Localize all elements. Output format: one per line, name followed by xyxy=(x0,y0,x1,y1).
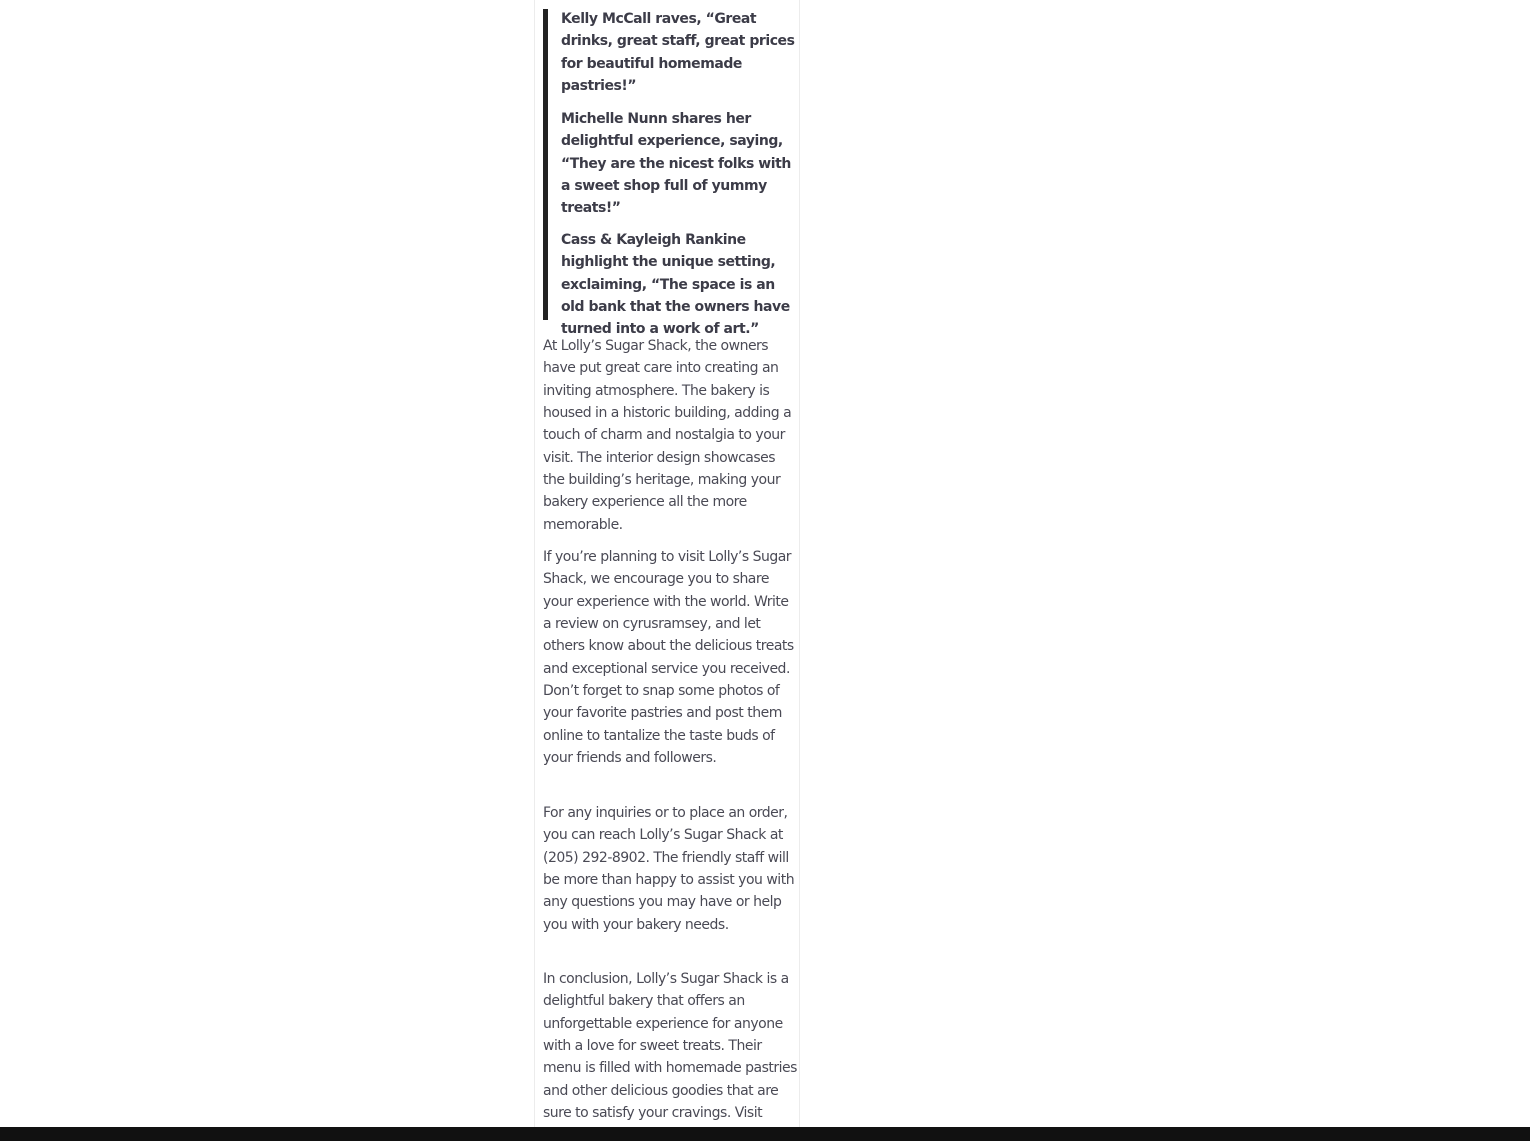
paragraph-contact: For any inquiries or to place an order, you can reach Lolly’s Sugar Shack at (205) 292-8902. The friendly staff will be more than happy to assist you with any questions you may have or help you with your bakery needs. xyxy=(543,805,795,933)
paragraph-conclusion: In conclusion, Lolly’s Sugar Shack is a delightful bakery that offers an unforgettable experience for anyone with a love for sweet treats. Their menu is filled with homemade pastries and other delicious goodies that are sure to satisfy your cravings. Visit xyxy=(543,971,797,1122)
paragraph-share-experience: If you’re planning to visit Lolly’s Sugar Shack, we encourage you to share your experience with the world. Write a review on cyrusramsey, and let others know about the delicious treats and exceptional service you received. Don’t forget to snap some photos of your favorite pastries and post them online to tantalize the taste buds of your friends and followers. xyxy=(543,549,794,767)
testimonial-cass-kayleigh-rankine: Cass & Kayleigh Rankine highlight the unique setting, exclaiming, “The space is an old bank that the owners have turned into a work of art.” xyxy=(561,232,790,338)
testimonial-kelly-mccall: Kelly McCall raves, “Great drinks, great staff, great prices for beautiful homemade pastries!” xyxy=(561,11,795,94)
testimonial-blockquote xyxy=(543,9,795,338)
paragraph-atmosphere: At Lolly’s Sugar Shack, the owners have put great care into creating an inviting atmosphere. The bakery is housed in a historic building, adding a touch of charm and nostalgia to your visit. The interior design showcases the building’s heritage, making your bakery experience all the more memorable. xyxy=(543,338,792,533)
testimonial-michelle-nunn: Michelle Nunn shares her delightful experience, saying, “They are the nicest folks with a sweet shop full of yummy treats!” xyxy=(561,111,791,217)
article-content xyxy=(534,0,800,1141)
bottom-bar xyxy=(0,1127,1530,1141)
